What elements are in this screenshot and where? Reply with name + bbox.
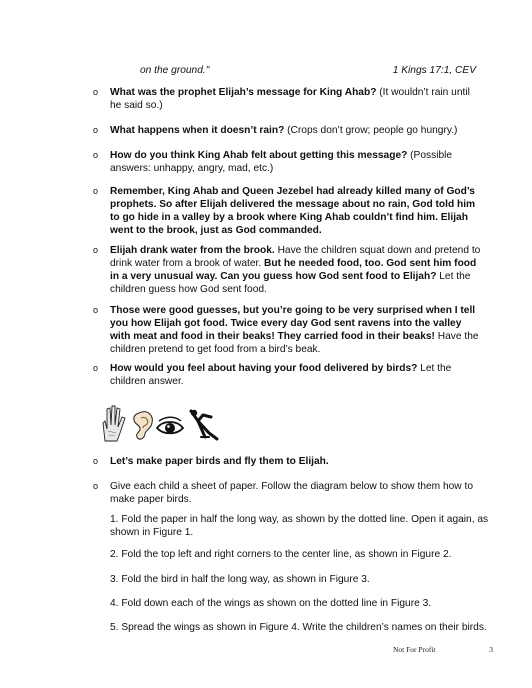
item-plain-text: Let the children answer. [110,363,452,387]
item-text [110,304,483,356]
item-bold-text: Those were good guesses, but you’re going to be very surprised when I tell you how Elijah got food. Twice every day God sent ravens into the valley with meat and food in their beaks! They carried food in their beaks! [110,305,476,342]
item-bold-text: Elijah drank water from the brook. [110,245,275,256]
item-plain-text: Have the children pretend to get food from a bird’s beak. [110,331,479,355]
hand-icon [103,406,125,441]
quote-reference: 1 Kings 17:1, CEV [392,65,476,76]
instruction-step: 3. Fold the bird in half the long way, as shown in Figure 3. [110,574,370,585]
bullet-marker: o [93,150,99,160]
quote-text: on the ground." [140,65,210,76]
item-bold-text: What happens when it doesn’t rain? [110,125,285,136]
bullet-marker: o [93,481,99,491]
item-bold-text: What was the prophet Elijah’s message for King Ahab? [110,87,377,98]
instruction-step: 1. Fold the paper in half the long way, as shown by the dotted line. Open it again, as shown in Figure 1. [110,514,489,538]
item-bold-text: Let’s make paper birds and fly them to Elijah. [110,456,329,467]
item-plain-text: (Crops don’t grow; people go hungry.) [284,125,458,136]
item-plain-text: (It wouldn’t rain until he said so.) [110,87,470,111]
item-bold-text: How would you feel about having your food delivered by birds? [110,363,418,374]
page-number: 3 [489,645,493,654]
bullet-marker: o [93,305,99,315]
eye-icon [157,417,183,433]
bullet-marker: o [93,245,99,255]
item-text [110,124,483,137]
page-footer [393,645,493,654]
bullet-marker: o [93,186,99,196]
item-text [110,86,483,112]
item-plain-text: (Possible answers: unhappy, angry, mad, etc.) [110,150,453,174]
instruction-step: 2. Fold the top left and right corners to the center line, as shown in Figure 2. [110,549,452,560]
ear-icon [134,412,153,439]
bullet-marker: o [93,456,99,466]
bullet-marker: o [93,125,99,135]
item-text [110,455,483,468]
item-plain-text: Let the children guess how God sent food. [110,271,471,295]
item-text [110,244,483,296]
item-bold-text: But he needed food, too. God sent him food in a very unusual way. Can you guess how God sent food to Elijah? [110,258,477,282]
item-plain-text: Give each child a sheet of paper. Follow the diagram below to show them how to make paper birds. [110,481,473,505]
instruction-step: 5. Spread the wings as shown in Figure 4. Write the children’s names on their birds. [110,622,487,633]
senses-icon-row [101,403,231,443]
item-text [110,149,483,175]
bullet-marker: o [93,87,99,97]
instruction-step: 4. Fold down each of the wings as shown on the dotted line in Figure 3. [110,598,432,609]
item-text [110,362,483,388]
bullet-marker: o [93,363,99,373]
stretching-figure-icon [191,410,217,439]
footer-label: Not For Profit [393,645,436,654]
item-bold-text: How do you think King Ahab felt about getting this message? [110,150,408,161]
item-text [110,480,483,506]
item-bold-text: Remember, King Ahab and Queen Jezebel had already killed many of God’s prophets. So after Elijah delivered the message about no rain, God told him to go hide in a valley by a brook where King Ahab couldn’t find him. Elijah went to the brook, just as God commanded. [110,186,476,236]
item-text [110,185,483,237]
scripture-quote-line [140,64,476,77]
item-plain-text: Have the children squat down and pretend to drink water from a brook of water. [110,245,481,269]
